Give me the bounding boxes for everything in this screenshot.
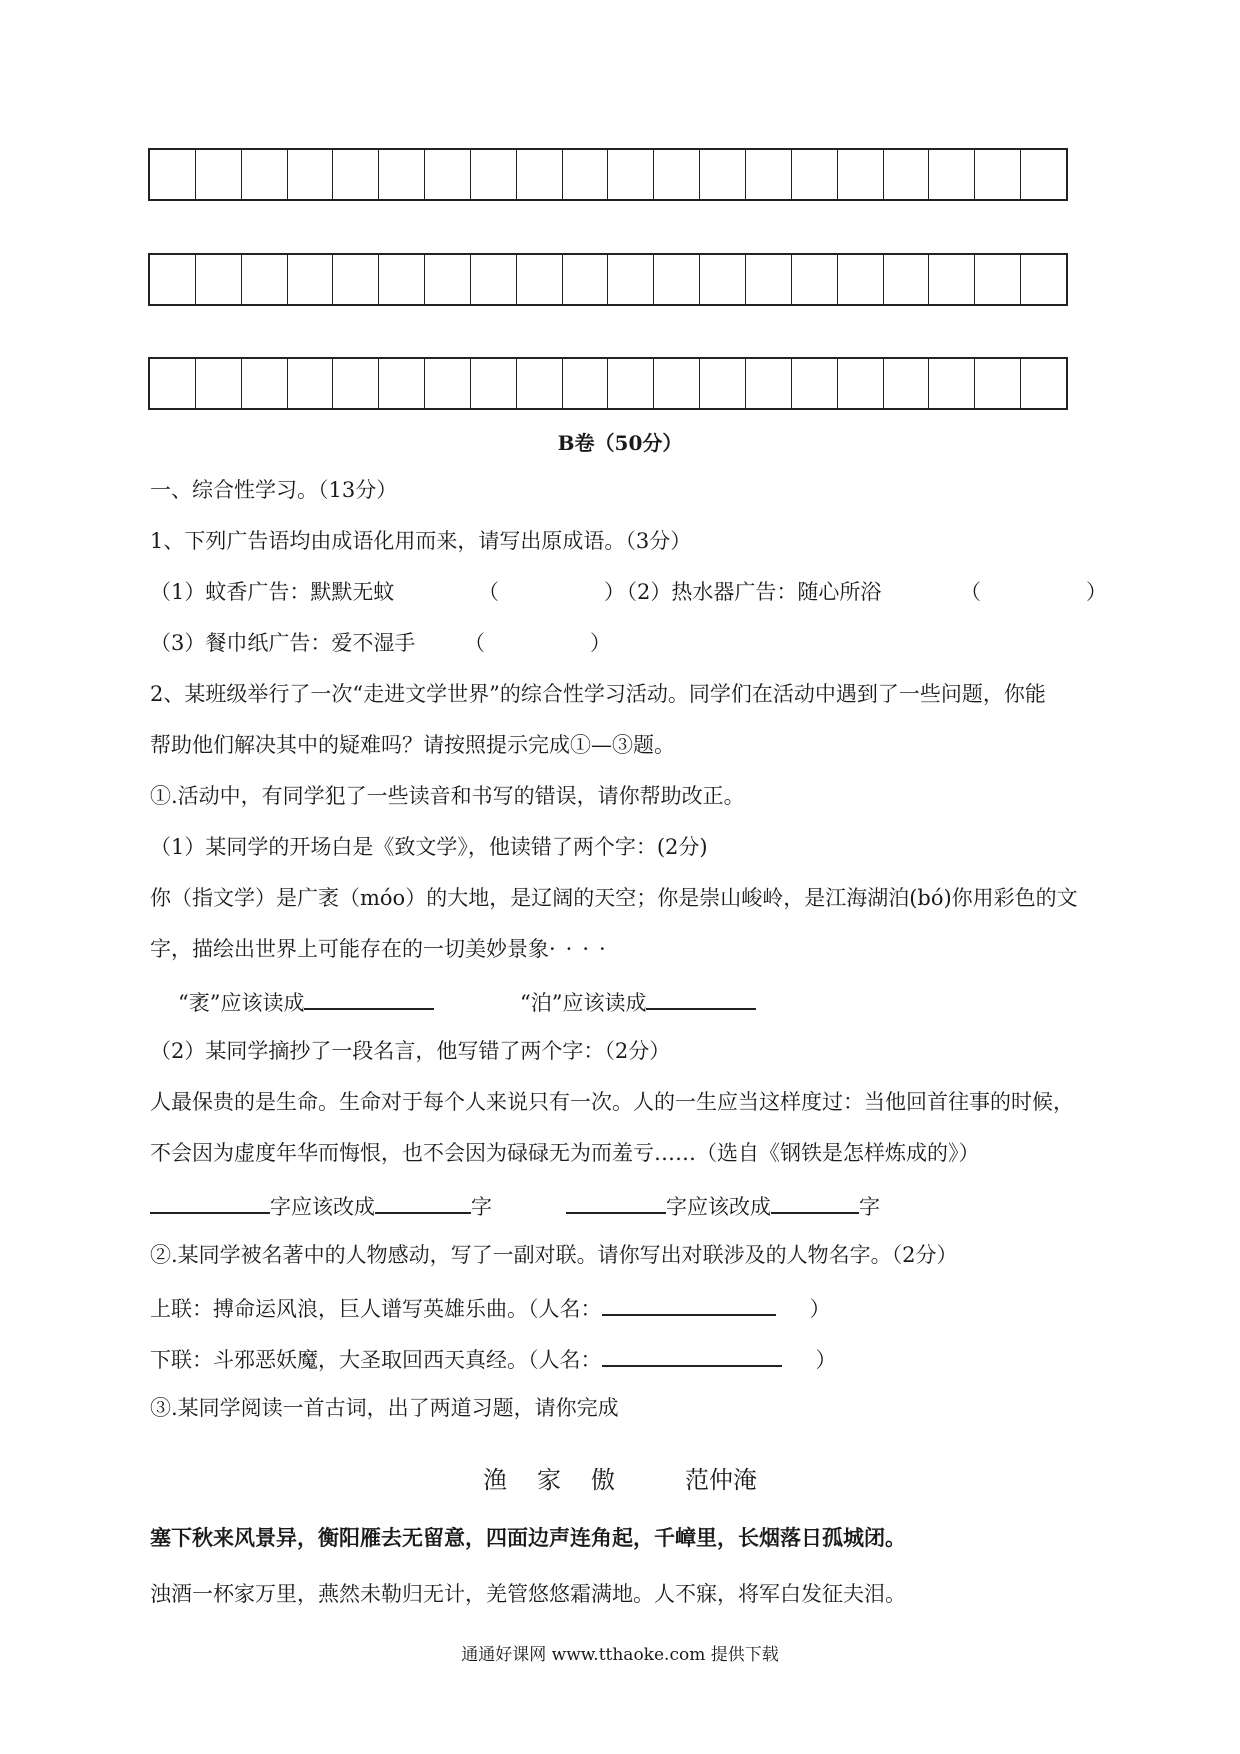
read-blank-1[interactable] — [304, 990, 434, 1010]
couplet-lower-close: ） — [815, 1348, 837, 1372]
read-blank-2[interactable] — [646, 990, 756, 1010]
q1-item3: （3）餐巾纸广告：爱不湿手 — [150, 631, 416, 655]
footer-credit: 通通好课网 www.tthaoke.com 提供下载 — [461, 1645, 779, 1665]
couplet-upper-text: 上联：搏命运风浪，巨人谱写英雄乐曲。（人名： — [150, 1297, 602, 1321]
poem-title-char-2: 家 — [537, 1466, 561, 1494]
wrong-char-blank-1[interactable] — [150, 1194, 270, 1214]
q2-sub2: ②.某同学被名著中的人物感动，写了一副对联。请你写出对联涉及的人物名字。（2分） — [150, 1243, 958, 1267]
quote-line2: 不会因为虚度年华而悔恨，也不会因为碌碌无为而羞亏……（选自《钢铁是怎样炼成的》） — [150, 1141, 980, 1165]
couplet-upper-close: ） — [809, 1297, 831, 1321]
couplet-lower — [150, 1347, 837, 1371]
q2-sub3: ③.某同学阅读一首古词，出了两道习题，请你完成 — [150, 1396, 619, 1420]
q1-item2: （2）热水器广告：随心所浴 — [616, 580, 882, 604]
fix-suffix-1: 字 — [471, 1195, 492, 1219]
read-answer-1 — [178, 990, 434, 1014]
section-title: B卷（50分） — [557, 431, 683, 455]
q1-item2-answer[interactable]: （ ） — [960, 580, 1107, 604]
fix-answer-2 — [566, 1194, 880, 1218]
answer-grid-row-3 — [148, 357, 1068, 410]
q1-item3-answer[interactable]: （ ） — [464, 631, 611, 655]
q1-stem: 1、下列广告语均由成语化用而来，请写出原成语。（3分） — [150, 529, 692, 553]
q2-stem-line1: 2、某班级举行了一次“走进文学世界”的综合性学习活动。同学们在活动中遇到了一些问题，你能 — [150, 682, 1046, 706]
poem-line2: 浊酒一杯家万里，燕然未勒归无计，羌管悠悠霜满地。人不寐，将军白发征夫泪。 — [150, 1582, 906, 1606]
fix-answer-1 — [150, 1194, 492, 1218]
part1-heading: 一、综合性学习。（13分） — [150, 478, 398, 502]
fix-label-2: 字应该改成 — [666, 1195, 771, 1219]
couplet-lower-blank[interactable] — [602, 1347, 782, 1367]
passage-line1: 你（指文学）是广袤（móo）的大地，是辽阔的天空；你是崇山峻岭，是江海湖泊(bó)你用彩色的文 — [150, 886, 1078, 910]
couplet-upper-blank[interactable] — [602, 1296, 776, 1316]
poem-author: 范仲淹 — [685, 1466, 757, 1494]
q2-sub1-item1: （1）某同学的开场白是《致文学》，他读错了两个字：(2分) — [150, 835, 708, 859]
passage-line2 — [150, 939, 616, 960]
answer-grid-row-1 — [148, 148, 1068, 201]
poem-title — [0, 1460, 1240, 1495]
passage-emphasis-dots: ···· — [549, 937, 616, 961]
q2-sub1-item2: （2）某同学摘抄了一段名言，他写错了两个字：（2分） — [150, 1039, 671, 1063]
q1-item1: （1）蚊香广告：默默无蚊 — [150, 580, 395, 604]
q2-sub1: ①.活动中，有同学犯了一些读音和书写的错误，请你帮助改正。 — [150, 784, 745, 808]
poem-title-char-1: 渔 — [483, 1466, 507, 1494]
wrong-char-blank-2[interactable] — [566, 1194, 666, 1214]
correct-char-blank-2[interactable] — [771, 1194, 859, 1214]
read-label-1: “袤”应该读成 — [178, 991, 305, 1015]
correct-char-blank-1[interactable] — [375, 1194, 471, 1214]
fix-suffix-2: 字 — [859, 1195, 880, 1219]
read-answer-2 — [520, 990, 756, 1014]
poem-title-char-3: 傲 — [591, 1466, 615, 1494]
passage-line2-text: 字，描绘出世界上可能存在的一切美妙景象 — [150, 937, 549, 961]
couplet-lower-text: 下联：斗邪恶妖魔，大圣取回西天真经。（人名： — [150, 1348, 602, 1372]
q1-item1-answer[interactable]: （ ） — [478, 580, 625, 604]
fix-label-1: 字应该改成 — [270, 1195, 375, 1219]
q2-stem-line2: 帮助他们解决其中的疑难吗？请按照提示完成①—③题。 — [150, 733, 675, 757]
poem-line1: 塞下秋来风景异，衡阳雁去无留意，四面边声连角起，千嶂里，长烟落日孤城闭。 — [150, 1525, 906, 1550]
quote-line1: 人最保贵的是生命。生命对于每个人来说只有一次。人的一生应当这样度过：当他回首往事的时候， — [150, 1090, 1074, 1114]
couplet-upper — [150, 1296, 831, 1320]
read-label-2: “泊”应该读成 — [520, 991, 647, 1015]
answer-grid-row-2 — [148, 253, 1068, 306]
